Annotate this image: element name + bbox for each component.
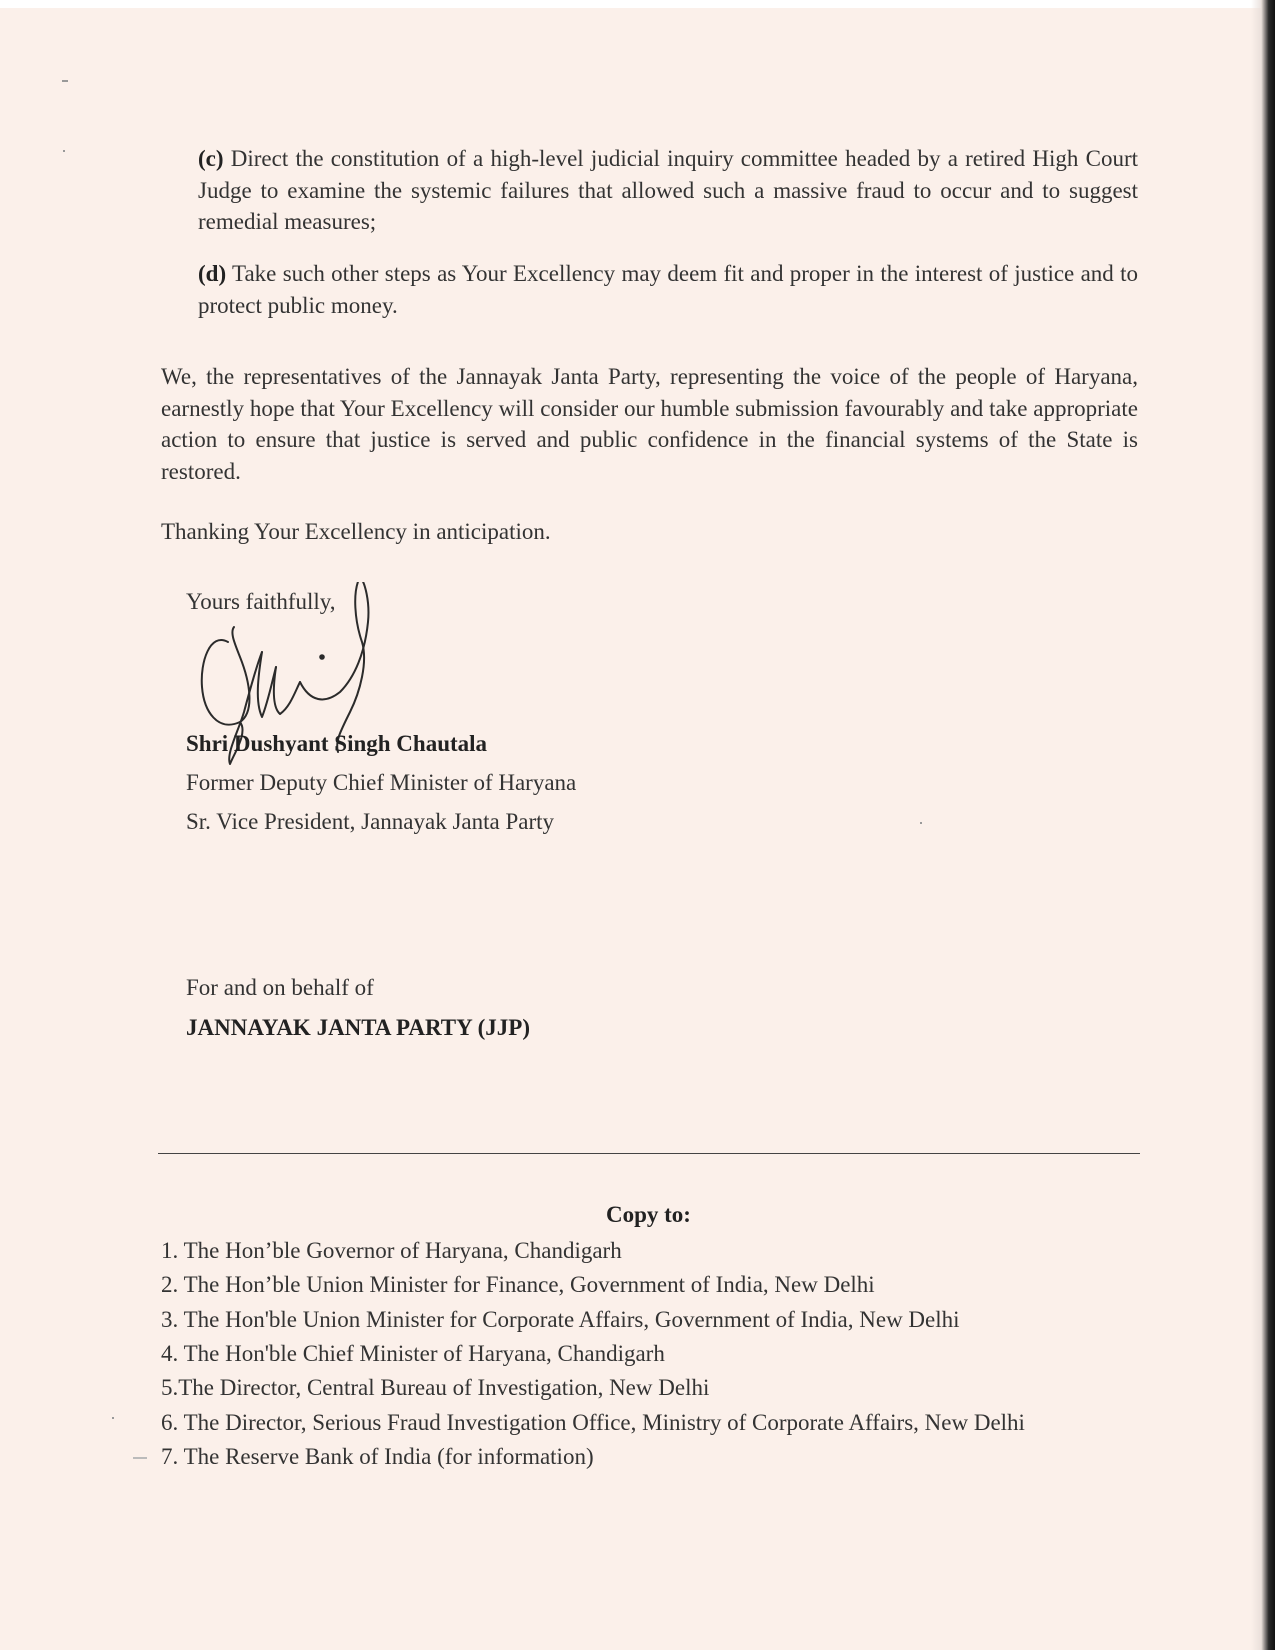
scan-speck: [133, 1457, 147, 1459]
copy-to-item: 4. The Hon'ble Chief Minister of Haryana, Chandigarh: [161, 1341, 665, 1366]
thanking-line: Thanking Your Excellency in anticipation.: [161, 519, 551, 544]
scan-edge-top: [0, 0, 1275, 8]
copy-to-item: 3. The Hon'ble Union Minister for Corporate Affairs, Government of India, New Delhi: [161, 1307, 960, 1332]
copy-to-item: 2. The Hon’ble Union Minister for Finance, Government of India, New Delhi: [161, 1272, 875, 1297]
item-c-text: Direct the constitution of a high-level judicial inquiry committee headed by a retired High Court Judge to examine the systemic failures that allowed such a massive fraud to occur and to suggest remedial measures;: [198, 146, 1138, 234]
party-name: JANNAYAK JANTA PARTY (JJP): [186, 1015, 530, 1040]
copy-to-item: 1. The Hon’ble Governor of Haryana, Chandigarh: [161, 1238, 622, 1263]
behalf-line: For and on behalf of: [186, 975, 374, 1000]
divider-rule: [158, 1153, 1140, 1154]
signatory-name: Shri Dushyant Singh Chautala: [186, 731, 488, 756]
item-d-text: Take such other steps as Your Excellency may deem fit and proper in the interest of justice and to protect public money.: [198, 261, 1138, 318]
closing-paragraph: We, the representatives of the Jannayak Janta Party, representing the voice of the people of Haryana, earnestly hope that Your Excellency will consider our humble submission favourably and take appropriate action to ensure that justice is served and public confidence in the financial systems of the State is restored.: [161, 364, 1138, 484]
item-d-label: (d): [198, 261, 227, 286]
signatory-title-2: Sr. Vice President, Jannayak Janta Party: [186, 809, 555, 834]
scan-speck: [112, 1417, 114, 1419]
scan-shadow: [1251, 0, 1261, 1650]
copy-to-heading: Copy to:: [606, 1202, 691, 1227]
scan-speck: [62, 80, 68, 82]
signatory-title-1: Former Deputy Chief Minister of Haryana: [186, 770, 577, 795]
item-d: [198, 258, 1138, 321]
item-c: [198, 143, 1138, 238]
salutation: Yours faithfully,: [186, 589, 336, 614]
scan-speck: [63, 150, 65, 152]
copy-to-item: 6. The Director, Serious Fraud Investigation Office, Ministry of Corporate Affairs, New Delhi: [161, 1410, 1025, 1435]
scan-edge-right: [1261, 0, 1275, 1650]
copy-to-item: 7. The Reserve Bank of India (for information): [161, 1444, 594, 1469]
scan-speck: [920, 822, 922, 824]
copy-to-item: 5.The Director, Central Bureau of Investigation, New Delhi: [161, 1375, 710, 1400]
item-c-label: (c): [198, 146, 224, 171]
